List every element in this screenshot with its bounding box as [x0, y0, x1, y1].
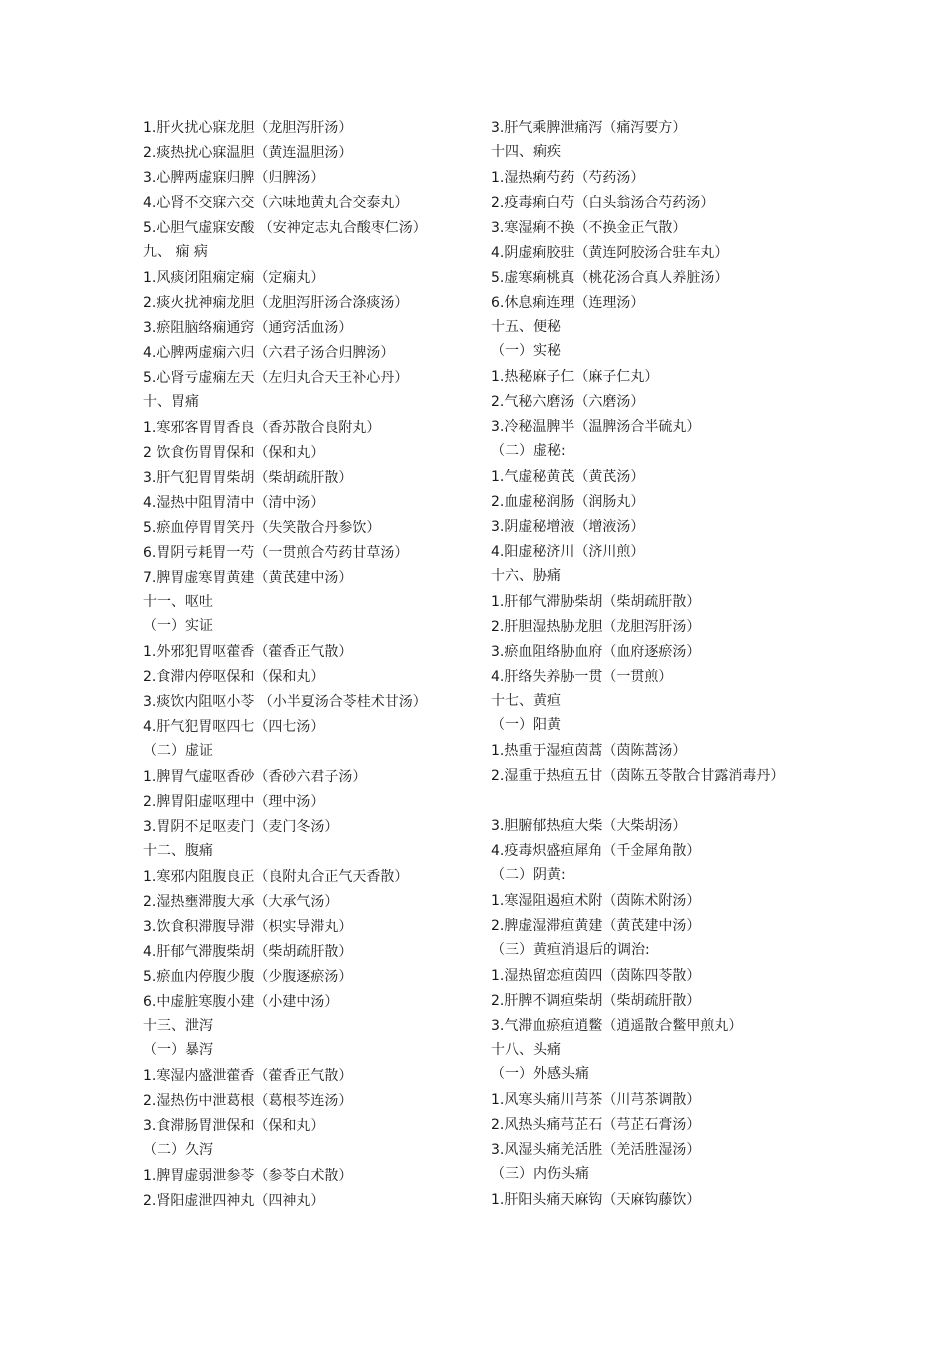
- text-line: 4.肝郁气滞腹柴胡（柴胡疏肝散）: [143, 944, 353, 960]
- text-line: 3.肝气犯胃胃柴胡（柴胡疏肝散）: [143, 470, 353, 486]
- text-line: 3.心脾两虚寐归脾（归脾汤）: [143, 170, 325, 186]
- text-line: 1.热重于湿疸茵蒿（茵陈蒿汤）: [491, 743, 687, 759]
- text-line: 3.瘀阻脑络痫通窍（通窍活血汤）: [143, 320, 353, 336]
- text-line: 2 饮食伤胃胃保和（保和丸）: [143, 445, 325, 461]
- text-line: 2.肝胆湿热胁龙胆（龙胆泻肝汤）: [491, 619, 701, 635]
- text-line: 3.气滞血瘀疸逍鳖（逍遥散合鳖甲煎丸）: [491, 1018, 743, 1034]
- text-line: 4.心肾不交寐六交（六味地黄丸合交泰丸）: [143, 195, 409, 211]
- text-line: （二）久泻: [143, 1142, 213, 1158]
- text-line: （一）外感头痛: [491, 1066, 589, 1082]
- text-line: 九、 痫 病: [143, 244, 208, 260]
- text-line: 2.湿重于热疸五甘（茵陈五苓散合甘露消毒丹）: [491, 768, 785, 784]
- text-line: 3.胃阴不足呕麦门（麦门冬汤）: [143, 819, 339, 835]
- text-line: 十四、痢疾: [491, 144, 561, 160]
- text-line: 2.脾虚湿滞疸黄建（黄芪建中汤）: [491, 918, 701, 934]
- text-line: （一）暴泻: [143, 1042, 213, 1058]
- text-line: 十七、黄疸: [491, 693, 561, 709]
- text-line: （三）内伤头痛: [491, 1166, 589, 1182]
- text-line: （一）实秘: [491, 343, 561, 359]
- text-line: 2.痰火扰神痫龙胆（龙胆泻肝汤合涤痰汤）: [143, 295, 409, 311]
- text-line: （二）阴黄:: [491, 867, 566, 883]
- text-line: 5.虚寒痢桃真（桃花汤合真人养脏汤）: [491, 270, 729, 286]
- text-line: 5.瘀血内停腹少腹（少腹逐瘀汤）: [143, 969, 353, 985]
- text-line: 十五、便秘: [491, 319, 561, 335]
- text-line: 4.肝气犯胃呕四七（四七汤）: [143, 719, 325, 735]
- text-line: 7.脾胃虚寒胃黄建（黄芪建中汤）: [143, 570, 353, 586]
- text-line: 2.脾胃阳虚呕理中（理中汤）: [143, 794, 325, 810]
- text-line: 3.肝气乘脾泄痛泻（痛泻要方）: [491, 120, 687, 136]
- text-line: 6.胃阴亏耗胃一芍（一贯煎合芍药甘草汤）: [143, 545, 409, 561]
- text-line: 4.阳虚秘济川（济川煎）: [491, 544, 645, 560]
- text-line: 5.心肾亏虚痫左天（左归丸合天王补心丹）: [143, 370, 409, 386]
- text-line: 2.痰热扰心寐温胆（黄连温胆汤）: [143, 145, 353, 161]
- text-line: 4.心脾两虚痫六归（六君子汤合归脾汤）: [143, 345, 395, 361]
- text-line: 1.肝郁气滞胁柴胡（柴胡疏肝散）: [491, 594, 701, 610]
- text-line: 1.寒邪客胃胃香良（香苏散合良附丸）: [143, 420, 381, 436]
- text-line: 4.湿热中阻胃清中（清中汤）: [143, 495, 325, 511]
- text-line: 2.血虚秘润肠（润肠丸）: [491, 494, 645, 510]
- text-line: 5.瘀血停胃胃笑丹（失笑散合丹参饮）: [143, 520, 381, 536]
- text-line: 1.寒邪内阻腹良正（良附丸合正气天香散）: [143, 869, 409, 885]
- text-line: 十一、呕吐: [143, 594, 213, 610]
- text-line: 2.湿热伤中泄葛根（葛根芩连汤）: [143, 1093, 353, 1109]
- text-line: 1.风痰闭阻痫定痫（定痫丸）: [143, 270, 325, 286]
- text-line: 1.脾胃气虚呕香砂（香砂六君子汤）: [143, 769, 367, 785]
- text-line: 2.疫毒痢白芍（白头翁汤合芍药汤）: [491, 195, 715, 211]
- text-line: 十八、头痛: [491, 1042, 561, 1058]
- text-line: （一）阳黄: [491, 717, 561, 733]
- text-line: 3.冷秘温脾半（温脾汤合半硫丸）: [491, 419, 701, 435]
- text-line: 1.肝阳头痛天麻钩（天麻钩藤饮）: [491, 1192, 701, 1208]
- text-line: 1.气虚秘黄芪（黄芪汤）: [491, 469, 645, 485]
- text-line: （三）黄疸消退后的调治:: [491, 942, 650, 958]
- text-line: 2.气秘六磨汤（六磨汤）: [491, 394, 645, 410]
- text-line: 1.风寒头痛川芎茶（川芎茶调散）: [491, 1092, 701, 1108]
- text-line: 1.湿热留恋疸茵四（茵陈四苓散）: [491, 968, 701, 984]
- text-line: （二）虚秘:: [491, 443, 566, 459]
- text-line: 3.寒湿痢不换（不换金正气散）: [491, 220, 687, 236]
- text-line: 2.湿热壅滞腹大承（大承气汤）: [143, 894, 339, 910]
- text-line: 1.寒湿阻遏疸术附（茵陈术附汤）: [491, 893, 701, 909]
- text-line: 十六、胁痛: [491, 568, 561, 584]
- text-line: 3.胆腑郁热疸大柴（大柴胡汤）: [491, 818, 687, 834]
- text-line: 4.肝络失养胁一贯（一贯煎）: [491, 669, 673, 685]
- text-line: 3.饮食积滞腹导滞（枳实导滞丸）: [143, 919, 353, 935]
- text-line: 2.肝脾不调疸柴胡（柴胡疏肝散）: [491, 993, 701, 1009]
- text-line: 十三、泄泻: [143, 1018, 213, 1034]
- text-line: 3.食滞肠胃泄保和（保和丸）: [143, 1118, 325, 1134]
- text-line: 1.寒湿内盛泄藿香（藿香正气散）: [143, 1068, 353, 1084]
- text-line: 十、胃痛: [143, 394, 199, 410]
- text-line: 1.外邪犯胃呕藿香（藿香正气散）: [143, 644, 353, 660]
- text-line: 十二、腹痛: [143, 843, 213, 859]
- text-line: 2.肾阳虚泄四神丸（四神丸）: [143, 1193, 325, 1209]
- text-line: 1.湿热痢芍药（芍药汤）: [491, 170, 645, 186]
- text-line: （一）实证: [143, 618, 213, 634]
- text-line: 6.休息痢连理（连理汤）: [491, 295, 645, 311]
- text-line: 6.中虚脏寒腹小建（小建中汤）: [143, 994, 339, 1010]
- text-line: 3.痰饮内阻呕小苓 （小半夏汤合苓桂术甘汤）: [143, 694, 427, 710]
- text-line: 3.瘀血阻络胁血府（血府逐瘀汤）: [491, 644, 701, 660]
- text-line: （二）虚证: [143, 743, 213, 759]
- text-line: 1.热秘麻子仁（麻子仁丸）: [491, 369, 659, 385]
- text-line: 1.脾胃虚弱泄参苓（参苓白术散）: [143, 1168, 353, 1184]
- text-line: 3.阴虚秘增液（增液汤）: [491, 519, 645, 535]
- text-line: 5.心胆气虚寐安酸 （安神定志丸合酸枣仁汤）: [143, 220, 427, 236]
- text-line: 4.阴虚痢胶驻（黄连阿胶汤合驻车丸）: [491, 245, 729, 261]
- text-line: 3.风湿头痛羌活胜（羌活胜湿汤）: [491, 1142, 701, 1158]
- text-line: 4.疫毒炽盛疸犀角（千金犀角散）: [491, 843, 701, 859]
- text-line: 2.食滞内停呕保和（保和丸）: [143, 669, 325, 685]
- text-line: 2.风热头痛芎芷石（芎芷石膏汤）: [491, 1117, 701, 1133]
- text-line: 1.肝火扰心寐龙胆（龙胆泻肝汤）: [143, 120, 353, 136]
